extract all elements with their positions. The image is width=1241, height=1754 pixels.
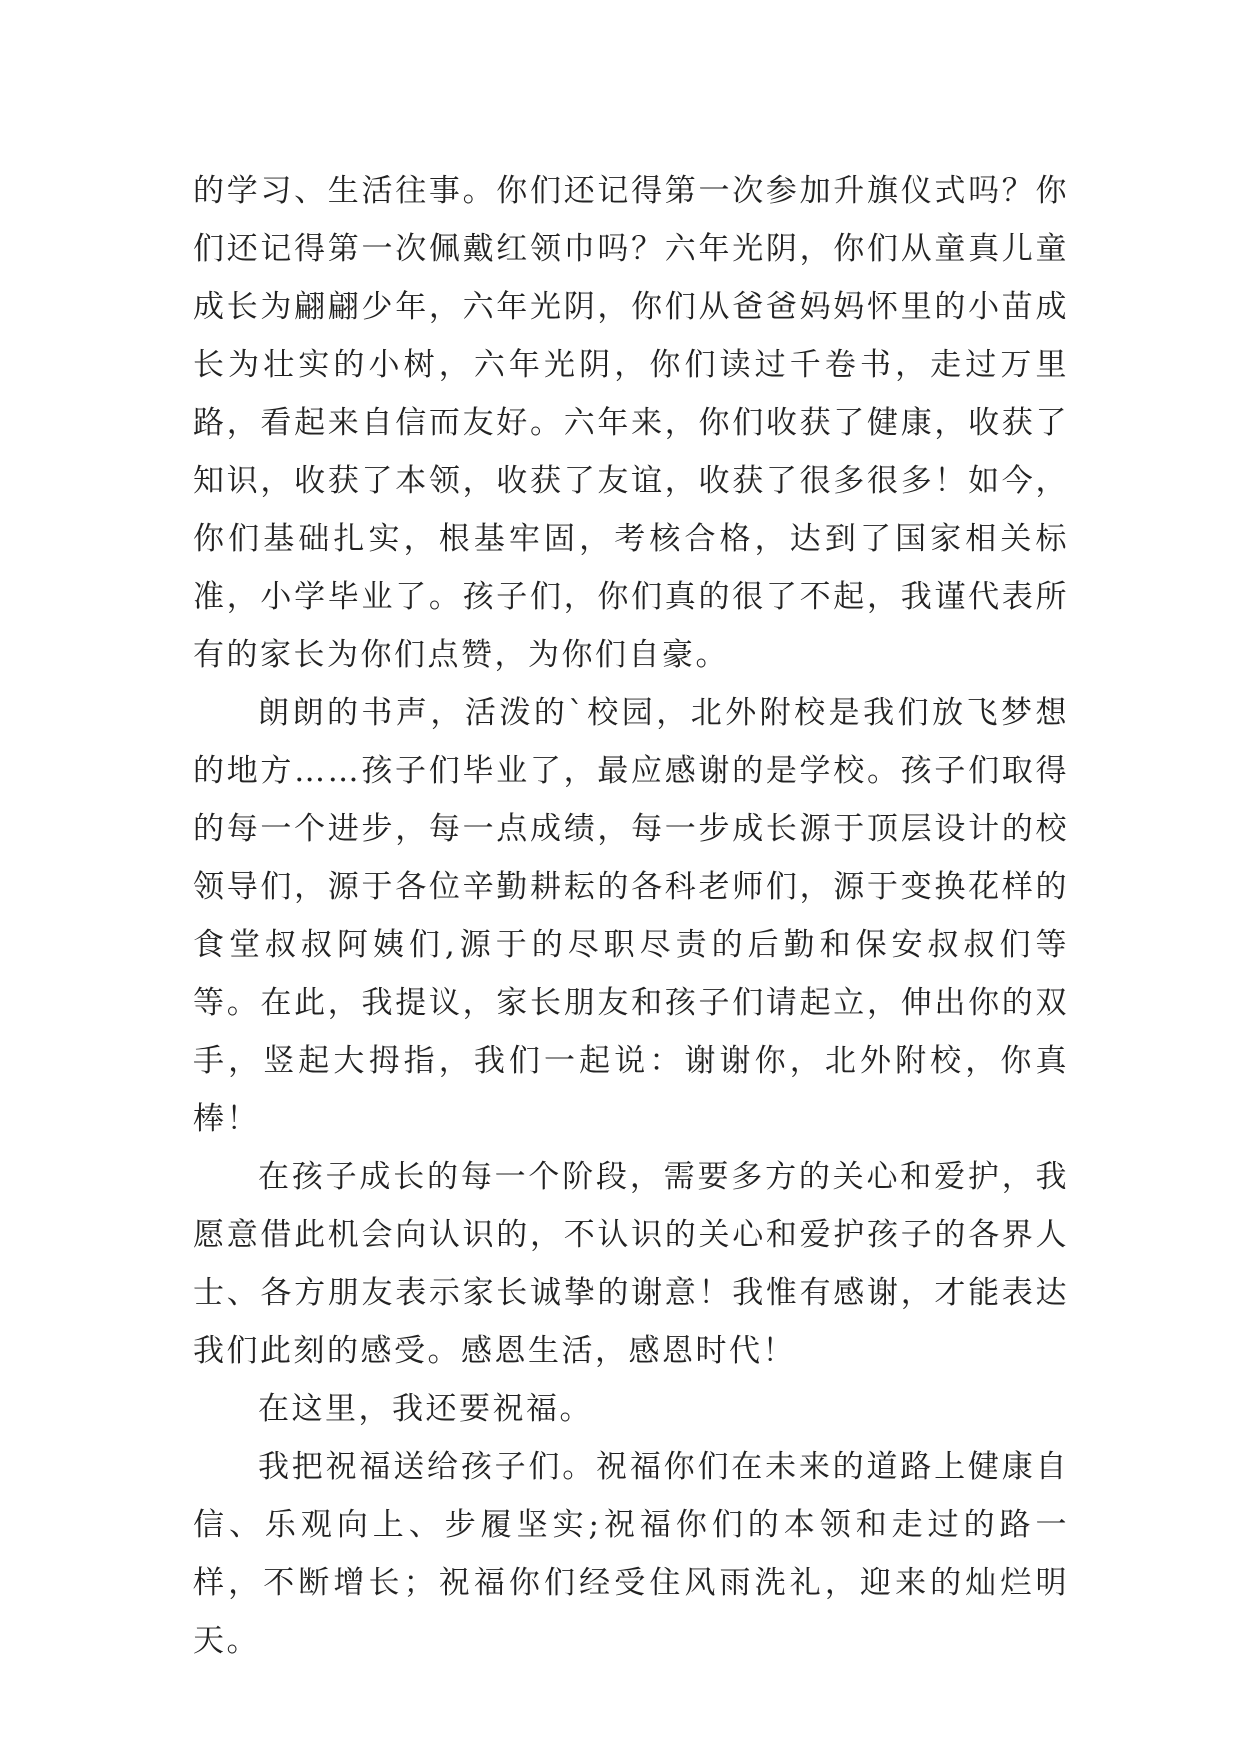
paragraph-5: 我把祝福送给孩子们。祝福你们在未来的道路上健康自信、乐观向上、步履坚实;祝福你们的本领和走过的路一样，不断增长；祝福你们经受住风雨洗礼，迎来的灿烂明天。 <box>193 1449 1069 1659</box>
paragraph-1: 的学习、生活往事。你们还记得第一次参加升旗仪式吗？你们还记得第一次佩戴红领巾吗？六年光阴，你们从童真儿童成长为翩翩少年，六年光阴，你们从爸爸妈妈怀里的小苗成长为壮实的小树，六年光阴，你们读过千卷书，走过万里路，看起来自信而友好。六年来，你们收获了健康，收获了知识，收获了本领，收获了友谊，收获了很多很多！如今，你们基础扎实，根基牢固，考核合格，达到了国家相关标准，小学毕业了。孩子们，你们真的很了不起，我谨代表所有的家长为你们点赞，为你们自豪。 <box>193 173 1069 673</box>
paragraph-3: 在孩子成长的每一个阶段，需要多方的关心和爱护，我愿意借此机会向认识的，不认识的关心和爱护孩子的各界人士、各方朋友表示家长诚挚的谢意！我惟有感谢，才能表达我们此刻的感受。感恩生活，感恩时代！ <box>193 1159 1069 1369</box>
paragraph-4: 在这里，我还要祝福。 <box>258 1391 593 1427</box>
document-body <box>193 162 1069 1670</box>
paragraph-2: 朗朗的书声，活泼的`校园，北外附校是我们放飞梦想的地方……孩子们毕业了，最应感谢的是学校。孩子们取得的每一个进步，每一点成绩，每一步成长源于顶层设计的校领导们，源于各位辛勤耕耘的各科老师们，源于变换花样的食堂叔叔阿姨们,源于的尽职尽责的后勤和保安叔叔们等等。在此，我提议，家长朋友和孩子们请起立，伸出你的双手，竖起大拇指，我们一起说：谢谢你，北外附校，你真棒！ <box>193 695 1069 1137</box>
